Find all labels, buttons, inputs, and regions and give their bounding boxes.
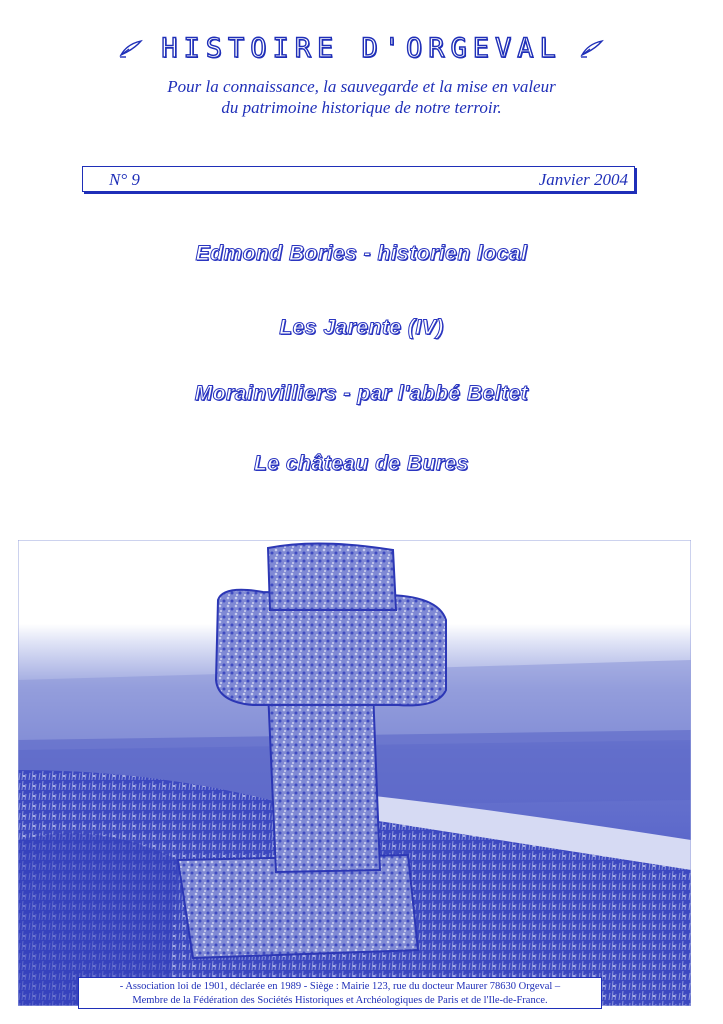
article-headline: Le château de Bures [254,452,469,475]
article-headline: Les Jarente (IV) [279,316,444,339]
subtitle-line-2: du patrimoine historique de notre terroir. [221,98,502,117]
quill-icon [580,38,604,58]
issue-bar [82,166,635,192]
masthead [0,30,723,66]
article-headline: Morainvilliers - par l'abbé Beltet [194,382,529,405]
footer-line-2: Membre de la Fédération des Sociétés Historiques et Archéologiques de Paris et de l'Ile-de-France. [132,995,548,1006]
subtitle-line-1: Pour la connaissance, la sauvegarde et la mise en valeur [167,77,556,96]
masthead-title: HISTOIRE D'ORGEVAL [161,32,562,64]
masthead-subtitle [0,76,723,118]
footer-caption [78,977,602,1009]
issue-date: Janvier 2004 [538,170,628,189]
cover-photo-stone-cross [18,540,691,1006]
issue-number: N° 9 [109,170,140,189]
footer-line-1: - Association loi de 1901, déclarée en 1989 - Siège : Mairie 123, rue du docteur Maurer 78630 Orgeval – [119,981,561,992]
article-headline: Edmond Bories - historien local [195,242,528,265]
quill-icon [119,38,143,58]
